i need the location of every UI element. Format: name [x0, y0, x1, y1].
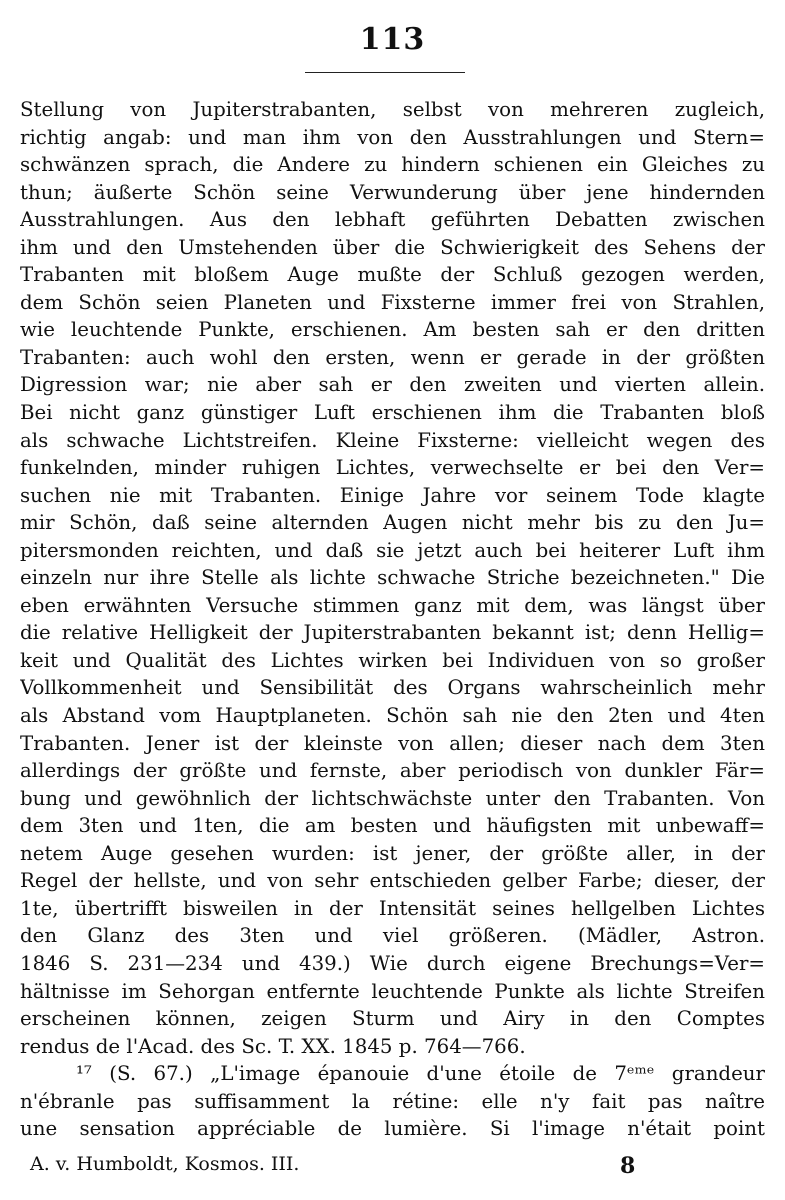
text-line: Regel der hellste, und von sehr entschieden gelber Farbe; dieser, der — [20, 869, 765, 893]
text-line: eben erwähnten Versuche stimmen ganz mit dem, was längst über — [20, 593, 765, 617]
text-line: allerdings der größte und fernste, aber periodisch von dunkler Fär= — [20, 759, 765, 783]
text-line: Digression war; nie aber sah er den zweiten und vierten allein. — [20, 373, 765, 397]
text-line: suchen nie mit Trabanten. Einige Jahre vor seinem Tode klagte — [20, 483, 765, 507]
text-line: Stellung von Jupiterstrabanten, selbst von mehreren zugleich, — [20, 98, 765, 121]
text-line: ihm und den Umstehenden über die Schwierigkeit des Sehens der — [20, 235, 765, 259]
text-line: keit und Qualität des Lichtes wirken bei Individuen von so großer — [20, 648, 765, 672]
text-line: hältnisse im Sehorgan entfernte leuchtende Punkte als lichte Streifen — [20, 979, 765, 1003]
text-line: als Abstand vom Hauptplaneten. Schön sah nie den 2ten und 4ten — [20, 704, 765, 728]
footnote-line: ¹⁷ (S. 67.) „L'image épanouie d'une étoile de 7ᵉᵐᵉ grandeur — [76, 1062, 765, 1086]
text-line: Ausstrahlungen. Aus den lebhaft geführten Debatten zwischen — [20, 208, 765, 232]
text-line: richtig angab: und man ihm von den Ausstrahlungen und Stern= — [20, 125, 765, 149]
text-line: mir Schön, daß seine alternden Augen nicht mehr bis zu den Ju= — [20, 511, 765, 535]
text-line: Vollkommenheit und Sensibilität des Organs wahrscheinlich mehr — [20, 676, 765, 700]
text-line: bung und gewöhnlich der lichtschwächste unter den Trabanten. Von — [20, 786, 765, 810]
text-line: dem 3ten und 1ten, die am besten und häufigsten mit unbewaff= — [20, 814, 765, 838]
text-line: 1846 S. 231—234 und 439.) Wie durch eigene Brechungs=Ver= — [20, 951, 765, 975]
text-line: funkelnden, minder ruhigen Lichtes, verwechselte er bei den Ver= — [20, 456, 765, 480]
text-line: thun; äußerte Schön seine Verwunderung über jene hindernden — [20, 180, 765, 204]
text-line: die relative Helligkeit der Jupiterstrabanten bekannt ist; denn Hellig= — [20, 621, 765, 645]
text-line: als schwache Lichtstreifen. Kleine Fixsterne: vielleicht wegen des — [20, 428, 765, 452]
text-line: erscheinen können, zeigen Sturm und Airy in den Comptes — [20, 1007, 765, 1031]
text-line: Bei nicht ganz günstiger Luft erschienen ihm die Trabanten bloß — [20, 401, 765, 425]
signature-mark: 8 — [620, 1153, 636, 1179]
text-line: Trabanten. Jener ist der kleinste von allen; dieser nach dem 3ten — [20, 731, 765, 755]
header-rule — [305, 72, 465, 73]
text-line: 1te, übertrifft bisweilen in der Intensität seines hellgelben Lichtes — [20, 896, 765, 920]
footnote-line: n'ébranle pas suffisamment la rétine: elle n'y fait pas naître — [20, 1089, 765, 1113]
text-line: einzeln nur ihre Stelle als lichte schwache Striche bezeichneten." Die — [20, 566, 765, 590]
text-line: dem Schön seien Planeten und Fixsterne immer frei von Strahlen, — [20, 290, 765, 314]
page-footer — [30, 1153, 730, 1185]
text-line: wie leuchtende Punkte, erschienen. Am besten sah er den dritten — [20, 318, 765, 342]
footer-signature: A. v. Humboldt, Kosmos. III. — [30, 1153, 300, 1175]
body-text — [20, 96, 765, 1143]
text-line: netem Auge gesehen wurden: ist jener, der größte aller, in der — [20, 841, 765, 865]
page-number: 113 — [359, 22, 426, 57]
text-line: den Glanz des 3ten und viel größeren. (Mädler, Astron. — [20, 924, 765, 948]
text-line: pitersmonden reichten, und daß sie jetzt auch bei heiterer Luft ihm — [20, 538, 765, 562]
text-line: Trabanten mit bloßem Auge mußte der Schluß gezogen werden, — [20, 263, 765, 287]
text-line: Trabanten: auch wohl den ersten, wenn er gerade in der größten — [20, 345, 765, 369]
footnote-line: une sensation appréciable de lumière. Si l'image n'était point — [20, 1117, 765, 1141]
text-line: rendus de l'Acad. des Sc. T. XX. 1845 p. 764—766. — [20, 1034, 526, 1058]
text-line: schwänzen sprach, die Andere zu hindern schienen ein Gleiches zu — [20, 153, 765, 177]
